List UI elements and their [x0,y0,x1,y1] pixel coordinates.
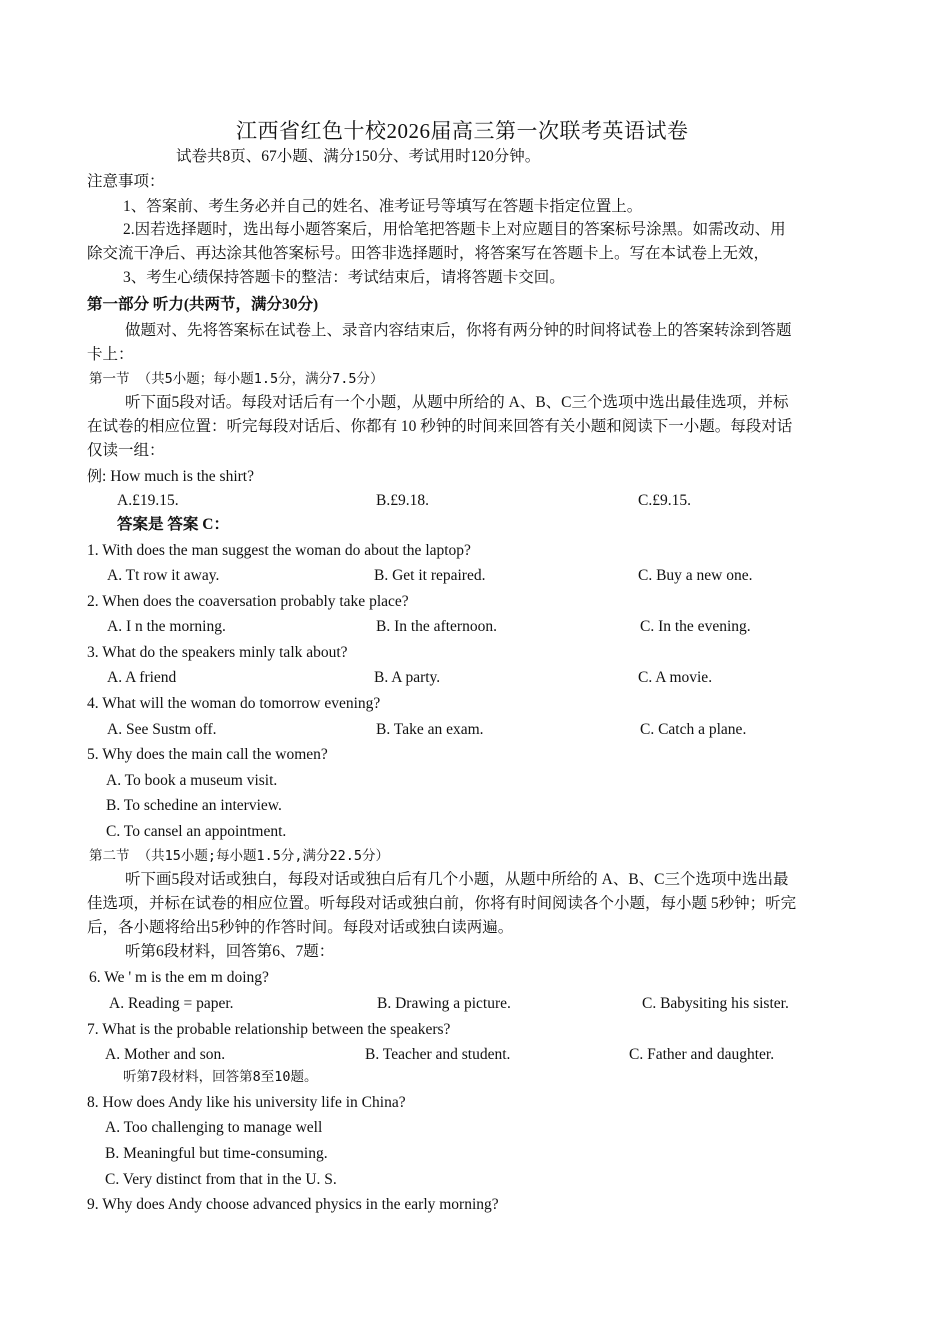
question-3-option-a: A. A friend [107,669,177,686]
example-question [87,466,254,487]
question-2-option-c: C. In the evening. [640,618,751,635]
question-4-stem: 4. What will the woman do tomorrow evening? [87,695,381,712]
example-label: 例 [87,467,103,485]
section1-instr-line-1: 听下面5段对话。每段对话后有一个小题，从题中所给的 A、B、C三个选项中选出最佳选项，并标 [125,394,789,411]
question-7-option-a: A. Mother and son. [105,1046,226,1063]
question-8-option-b: B. Meaningful but time-consuming. [105,1145,328,1162]
question-5-option-c: C. To cansel an appointment. [106,823,287,840]
example-option-c: C.£9.15. [638,492,691,509]
question-4-option-c: C. Catch a plane. [640,721,747,738]
question-3-option-c: C. A movie. [638,669,713,686]
notes-heading: 注意事项： [87,173,165,190]
part1-heading: 第一部分 听力(共两节，满分30分) [87,296,319,313]
question-7-option-b: B. Teacher and student. [365,1046,511,1063]
question-5-stem: 5. Why does the main call the women? [87,746,328,763]
question-2-stem: 2. When does the coaversation probably take place? [87,593,409,610]
question-8-option-a: A. Too challenging to manage well [105,1119,323,1136]
part1-intro-line-2: 卡上： [87,346,134,363]
question-3-stem: 3. What do the speakers minly talk about? [87,644,348,661]
example-question-text: : How much is the shirt? [102,468,254,485]
question-3-option-b: B. A party. [374,669,441,686]
section1-instr-line-3: 仅读一组： [87,442,165,459]
example-answer: 答案是 答案 C： [117,516,229,533]
question-1-option-a: A. Tt row it away. [107,567,220,584]
example-option-b: B.£9.18. [376,492,429,509]
section2-heading: 第二节 （共15小题;每小题1.5分,满分22.5分） [89,848,390,864]
section1-instr-line-2: 在试卷的相应位置：听完每段对话后、你都有 10 秒钟的时间来回答有关小题和阅读下一小题。每段对话 [87,418,793,435]
section1-heading: 第一节 （共5小题；每小题1.5分，满分7.5分） [89,371,384,387]
exam-title: 江西省红色十校2026届高三第一次联考英语试卷 [236,119,689,143]
section2-instr-line-1: 听下画5段对话或独白，每段对话或独白后有几个小题，从题中所给的 A、B、C三个选项中选出最 [125,871,789,888]
part1-intro-line-1: 做题对、先将答案标在试卷上、录音内容结束后，你将有两分钟的时间将试卷上的答案转涂到答题 [125,322,792,339]
question-5-option-a: A. To book a museum visit. [106,772,278,789]
question-6-option-b: B. Drawing a picture. [377,995,511,1012]
question-1-stem: 1. With does the man suggest the woman do about the laptop? [87,542,471,559]
question-8-stem: 8. How does Andy like his university life in China? [87,1094,406,1111]
question-9-stem: 9. Why does Andy choose advanced physics in the early morning? [87,1196,499,1213]
material-6-instruction: 听第6段材料，回答第6、7题： [125,943,335,960]
section2-instr-line-2: 佳选项，并标在试卷的相应位置。听每段对话或独白前，你将有时间阅读各个小题，每小题 5秒钟；听完 [87,895,797,912]
question-7-stem: 7. What is the probable relationship between the speakers? [87,1021,451,1038]
exam-subtitle: 试卷共8页、67小题、满分150分、考试用时120分钟。 [176,148,541,165]
question-5-option-b: B. To schedine an interview. [106,797,282,814]
question-8-option-c: C. Very distinct from that in the U. S. [105,1171,337,1188]
question-1-option-b: B. Get it repaired. [374,567,486,584]
question-4-option-b: B. Take an exam. [376,721,484,738]
example-option-a: A.£19.15. [117,492,179,509]
section2-instr-line-3: 后，各小题将给出5秒钟的作答时间。每段对话或独白读两遍。 [87,919,514,936]
question-6-option-c: C. Babysiting his sister. [642,995,789,1012]
question-6-option-a: A. Reading = paper. [109,995,234,1012]
note-item-1: 1、答案前、考生务必并自己的姓名、准考证号等填写在答题卡指定位置上。 [123,198,643,215]
note-item-3: 3、考生心绩保持答题卡的整洁：考试结束后，请将答题卡交回。 [123,269,565,286]
question-4-option-a: A. See Sustm off. [107,721,217,738]
question-1-option-c: C. Buy a new one. [638,567,753,584]
question-2-option-a: A. I n the morning. [107,618,226,635]
question-6-stem: 6. We ' m is the em m doing? [89,969,269,986]
note-item-2-line-2: 除交流干净后、再达涂其他答案标号。田答非选择题时，将答案写在答题卡上。写在本试卷上无效， [87,245,770,262]
note-item-2-line-1: 2.因若选择题时，选出每小题答案后，用恰笔把答题卡上对应题目的答案标号涂黑。如需改动、用 [123,221,786,238]
question-2-option-b: B. In the afternoon. [376,618,497,635]
material-7-instruction: 听第7段材料，回答第8至10题。 [123,1069,318,1085]
question-7-option-c: C. Father and daughter. [629,1046,775,1063]
